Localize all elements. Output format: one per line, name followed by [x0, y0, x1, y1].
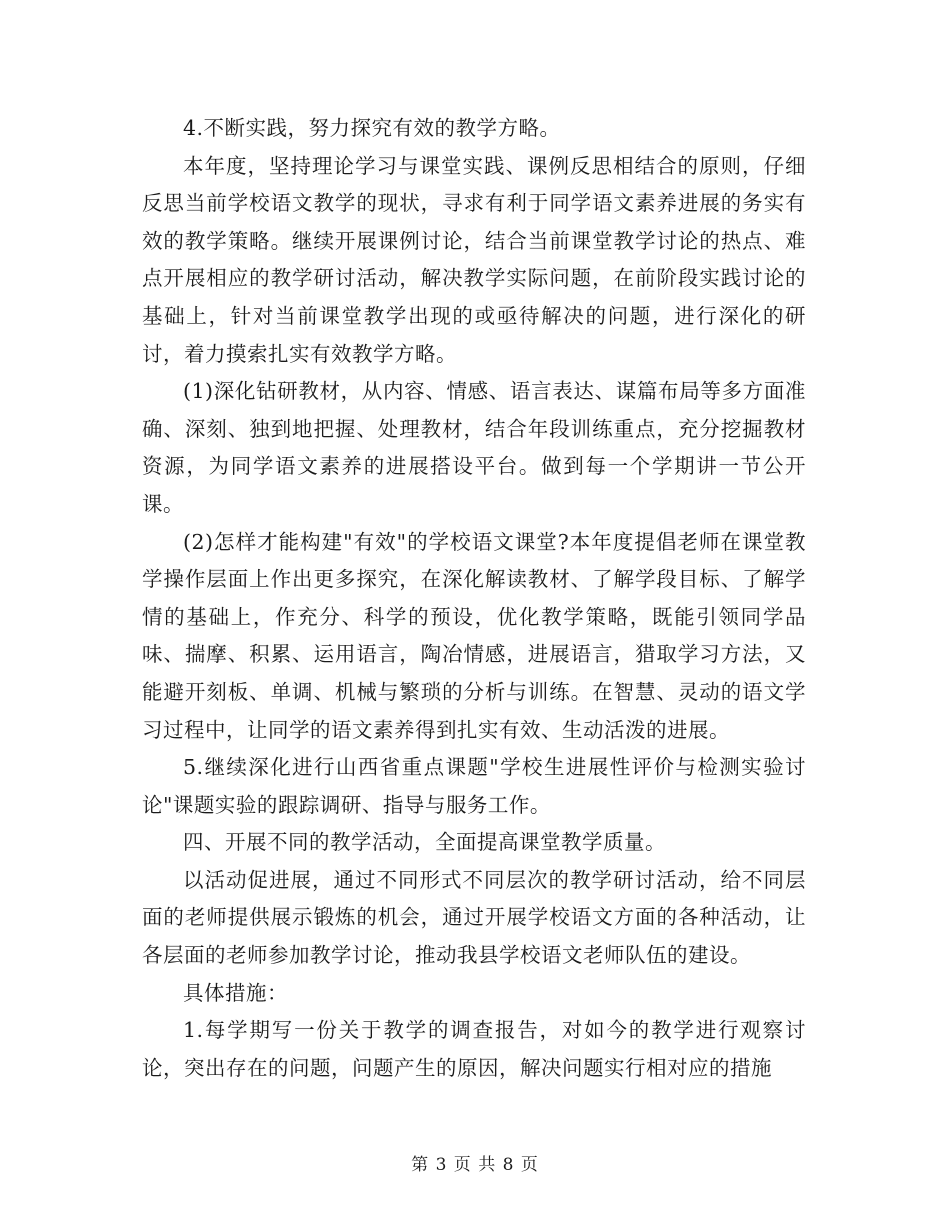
paragraph-annual-strategy: 本年度，坚持理论学习与课堂实践、课例反思相结合的原则，仔细反思当前学校语文教学的现状，寻求有利于同学语文素养进展的务实有效的教学策略。继续开展课例讨论，结合当前课堂教学讨论的热点、难点开展相应的教学研讨活动，解决教学实际问题，在前阶段实践讨论的基础上，针对当前课堂教学出现的或亟待解决的问题，进行深化的研讨，着力摸索扎实有效教学方略。	[142, 153, 806, 366]
paragraph-measure-one: 1.每学期写一份关于教学的调查报告，对如今的教学进行观察讨论，突出存在的问题，问题产生的原因，解决问题实行相对应的措施	[142, 1018, 806, 1080]
paragraph-effective-classroom: (2)怎样才能构建"有效"的学校语文课堂?本年度提倡老师在课堂教学操作层面上作出更多探究，在深化解读教材、了解学段目标、了解学情的基础上，作充分、科学的预设，优化教学策略，既能引领同学品味、揣摩、积累、运用语言，陶冶情感，进展语言，猎取学习方法，又能避开刻板、单调、机械与繁琐的分析与训练。在智慧、灵动的语文学习过程中，让同学的语文素养得到扎实有效、生动活泼的进展。	[142, 529, 806, 742]
paragraph-study-textbook: (1)深化钻研教材，从内容、情感、语言表达、谋篇布局等多方面准确、深刻、独到地把握、处理教材，结合年段训练重点，充分挖掘教材资源，为同学语文素养的进展搭设平台。做到每一个学期讲一节公开课。	[142, 379, 806, 516]
paragraph-practice-heading: 4.不断实践，努力探究有效的教学方略。	[183, 116, 561, 140]
document-body	[142, 110, 806, 1087]
paragraph-measures-heading: 具体措施：	[183, 980, 288, 1005]
paragraph-section-four-heading: 四、开展不同的教学活动，全面提高课堂教学质量。	[183, 830, 666, 855]
paragraph-activities: 以活动促进展，通过不同形式不同层次的教学研讨活动，给不同层面的老师提供展示锻炼的机会，通过开展学校语文方面的各种活动，让各层面的老师参加教学讨论，推动我县学校语文老师队伍的建设。	[142, 867, 806, 968]
page-number-footer: 第 3 页 共 8 页	[411, 1155, 539, 1175]
paragraph-research-project: 5.继续深化进行山西省重点课题"学校生进展性评价与检测实验讨论"课题实验的跟踪调研、指导与服务工作。	[142, 755, 806, 817]
